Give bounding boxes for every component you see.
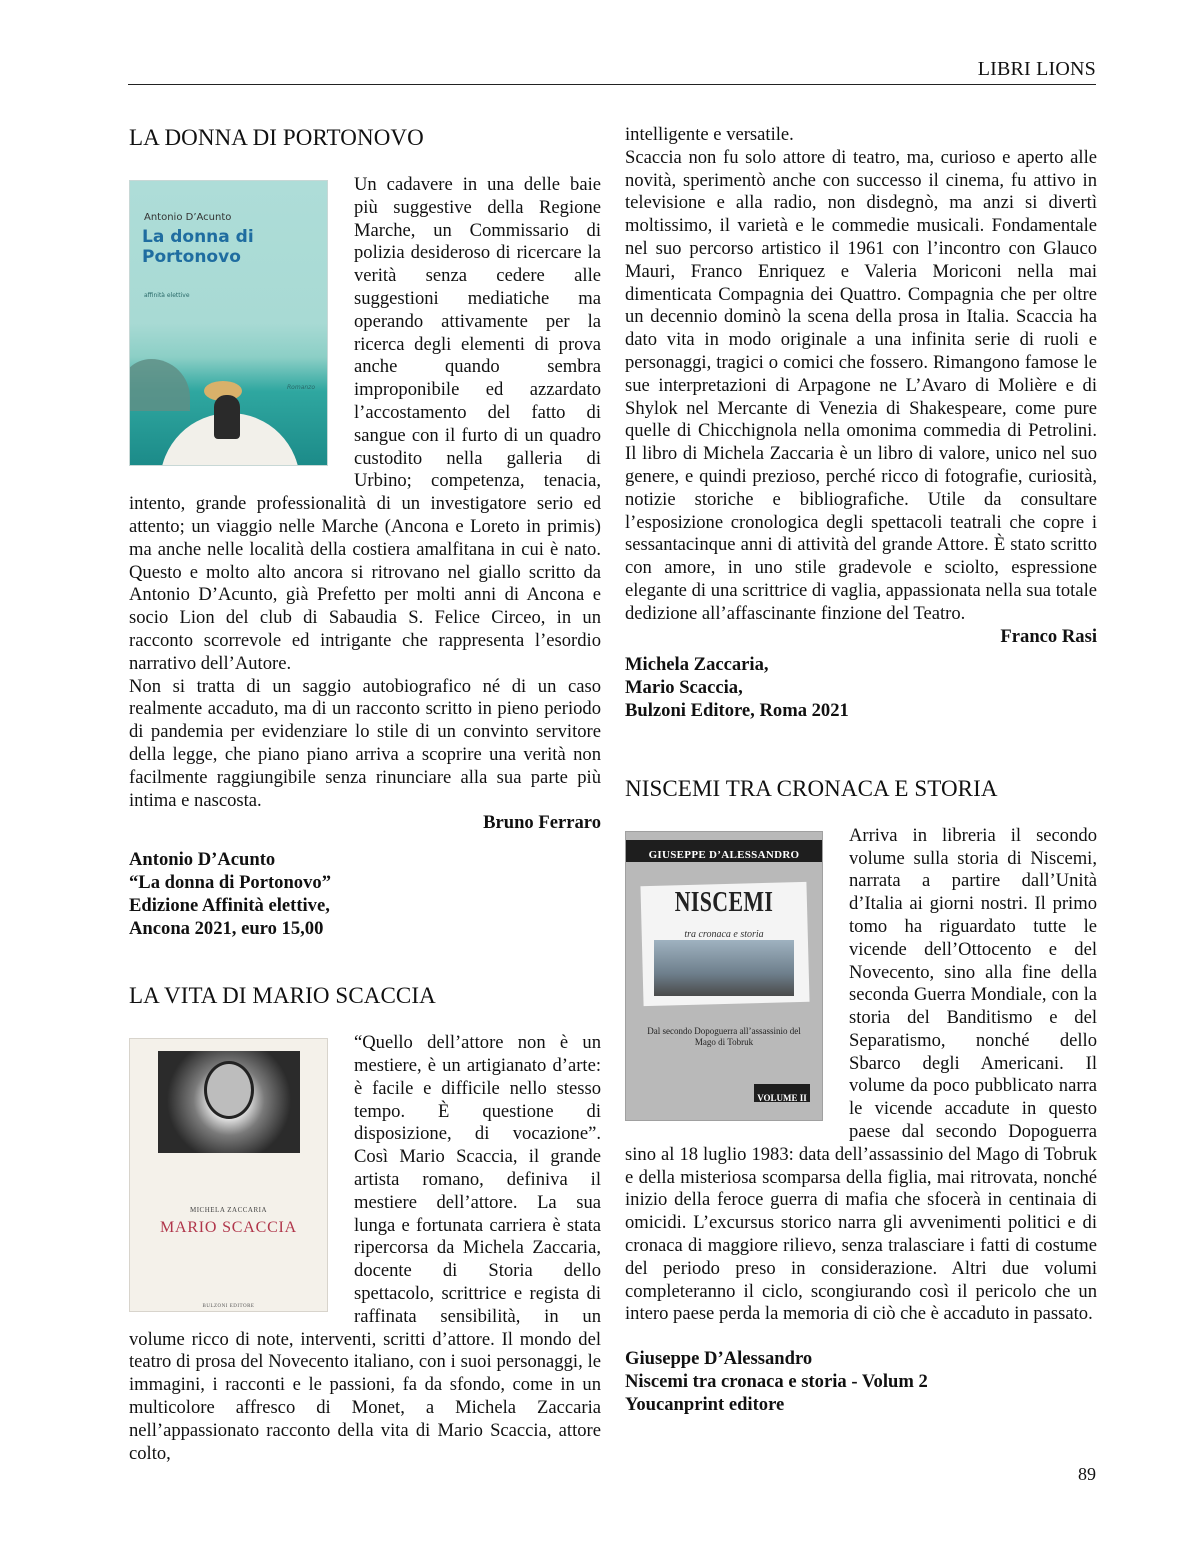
credit-line: Michela Zaccaria, bbox=[625, 654, 769, 676]
article1-paragraph-2: Non si tratta di un saggio autobiografico né di un caso realmente accaduto, ma di un racconto scritto in pieno periodo di pandemia per evidenziare lo stile di un convinto servitore della legge, che piano piano arriva a scoprire una verità non facilmente raggiungibile senza rinunciare alla sua parte più intima e nascosta. bbox=[129, 675, 601, 811]
article2-paragraph-continued: intelligente e versatile. bbox=[625, 124, 794, 145]
credit-line: Youcanprint editore bbox=[625, 1393, 785, 1415]
cover-publisher: BULZONI EDITORE bbox=[202, 1304, 255, 1310]
cover-cliff bbox=[129, 359, 190, 411]
credit-line: Antonio D’Acunto bbox=[129, 849, 276, 871]
article2-reviewer: Franco Rasi bbox=[1000, 625, 1097, 647]
book-cover-mario-scaccia bbox=[129, 1038, 328, 1312]
cover-portrait bbox=[204, 1061, 254, 1119]
credit-line: “La donna di Portonovo” bbox=[129, 871, 331, 893]
article1-title: LA DONNA DI PORTONOVO bbox=[129, 125, 424, 150]
cover-subtitle: tra cronaca e storia bbox=[684, 928, 764, 940]
article2-credits bbox=[625, 654, 1097, 722]
cover-publisher: affinità elettive bbox=[144, 292, 190, 299]
cover-title: MARIO SCACCIA bbox=[159, 1219, 298, 1237]
article2-paragraph-1: “Quello dell’attore non è un mestiere, è un artigianato d’arte: è facile e difficile nello stesso tempo. È questione di disposizione, di vocazione”. Così Mario Scaccia, il grande artista romano, definiva il mestiere dell’attore. La sua lunga e fortunata carriera è stata ripercorsa da Michela Zaccaria, docente di Storia dello spettacolo, scrittrice e regista di raffinata sensibilità, in un volume ricco di note, interventi, scritti d’attore. Il mondo del teatro di prosa del Novecento italiano, con i suoi personaggi, le immagini, i racconti e le passioni, fa da sfondo, come in un multicolore affresco di Monet, a Michela Zaccaria nell’appassionato racconto della vita di Mario Scaccia, attore colto, bbox=[129, 1032, 601, 1464]
article1-paragraph-1: Un cadavere in una delle baie più suggestive della Regione Marche, un Commissario di polizia desideroso di ricercare la verità senza cedere alle suggestioni mediatiche ma operando attivamente per la ricerca degli elementi di prova anche quando sembra improponibile ed azzardato l’accostamento del fatto di sangue con il furto di un quadro custodito nella galleria di Urbino; competenza, tenacia, intento, grande professionalità di un investigatore serio ed attento; un viaggio nelle Marche (Ancona e Loreto in primis) ma anche nelle località della costiera amalfitana in cui è nato. Questo e molto alto ancora si ritrovano nel giallo scritto da Antonio D’Acunto, già Prefetto per molti anni di Ancona e socio Lion del club di Sabaudia S. Felice Circeo, in un racconto scorrevole ed intrigante che rappresenta l’esordio narrativo dell’Autore. bbox=[129, 174, 601, 674]
header-divider bbox=[128, 84, 1096, 85]
article3-paragraph: Arriva in libreria il secondo volume sulla storia di Niscemi, narrata a partire dall’Unità d’Italia ai giorni nostri. Il primo tomo ha riguardato tutte le vicende dell’Ottocento e del Novecento, sino alla fine della seconda Guerra Mondiale, con la storia del Banditismo e del Separatismo, nonché dello Sbarco degli Americani. Il volume da poco pubblicato narra le vicende accadute in questo paese dal secondo Dopoguerra sino al 18 luglio 1983: data dell’assassinio del Mago di Tobruk e della misteriosa scomparsa della figlia, mai ritrovata, nonché inizio della feroce guerra di mafia che sfocerà in centinaia di omicidi. L’excursus storico narra gli avvenimenti politici e di cronaca di maggiore rilievo, senza tralasciare i fatti di costume del periodo preso in considerazione. Altri due volumi completeranno il ciclo, scongiurando così il pericolo che un intero paese perda la memoria di ciò che è accaduto in passato. bbox=[625, 824, 1097, 1325]
cover-author: Antonio D’Acunto bbox=[144, 212, 232, 223]
cover-volume-label: VOLUME II bbox=[757, 1092, 807, 1103]
credit-line: Mario Scaccia, bbox=[625, 677, 743, 699]
cover-title: La donna di Portonovo bbox=[142, 227, 254, 267]
article3-title: NISCEMI TRA CRONACA E STORIA bbox=[625, 775, 998, 801]
article1-reviewer: Bruno Ferraro bbox=[483, 812, 601, 834]
article2-title: LA VITA DI MARIO SCACCIA bbox=[129, 983, 436, 1009]
page-number: 89 bbox=[1078, 1464, 1096, 1484]
article3-credits bbox=[625, 1348, 1097, 1416]
book-cover-la-donna-di-portonovo bbox=[129, 180, 328, 466]
left-column bbox=[129, 124, 601, 1465]
cover-description: Dal secondo Dopoguerra all’assassinio del Mago di Tobruk bbox=[647, 1025, 801, 1047]
book-cover-niscemi bbox=[625, 831, 823, 1121]
cover-author: GIUSEPPE D’ALESSANDRO bbox=[648, 848, 800, 861]
article1-credits bbox=[129, 849, 601, 940]
credit-line: Niscemi tra cronaca e storia - Volum 2 bbox=[625, 1371, 928, 1393]
cover-genre: Romanzo bbox=[287, 384, 315, 391]
cover-title: NISCEMI bbox=[674, 886, 774, 918]
cover-photo bbox=[654, 940, 794, 996]
article2-paragraph-2: Scaccia non fu solo attore di teatro, ma, curioso e aperto alle novità, sperimentò anche con successo il cinema, fu attivo in televisione e alla radio, non disdegnò, ma anzi si divertì moltissimo, il varietà e le commedie musicali. Fondamentale nel suo percorso artistico il 1961 con l’incontro con Glauco Mauri, Franco Enriquez e Valeria Moriconi nella mai dimenticata Compagnia dei Quattro. Compagnia che per oltre un decennio dominò la scena della prosa in Italia. Scaccia ha dato vita in modo originale a una infinita serie di ruoli e personaggi, tragici o comici che fossero. Rimangono famose le sue interpretazioni di Arpagone ne L’Avaro di Molière e di Shylok nel Mercante di Venezia di Shakespeare, come pure quelle di Chicchignola nella omonima commedia di Petrolini. Il libro di Michela Zaccaria è un libro di valore, unico nel suo genere, e quindi prezioso, perché ricco di fotografie, curiosità, notizie storiche e bibliografiche. Utile da consultare l’esposizione cronologica degli spettacoli teatrali che copre i sessantacinque anni di attività del grande Attore. È stato scritto con amore, in uno stile gradevole e sciolto, espressione elegante di una scrittrice di vaglia, appassionata nella sua totale dedizione all’affascinante finzione del Teatro. bbox=[625, 146, 1097, 624]
credit-line: Ancona 2021, euro 15,00 bbox=[129, 917, 324, 939]
credit-line: Edizione Affinità elettive, bbox=[129, 894, 330, 916]
cover-author: MICHELA ZACCARIA bbox=[189, 1206, 268, 1215]
cover-woman bbox=[214, 395, 240, 439]
running-header: LIBRI LIONS bbox=[977, 58, 1096, 80]
credit-line: Bulzoni Editore, Roma 2021 bbox=[625, 699, 849, 721]
right-column bbox=[625, 124, 1097, 1417]
credit-line: Giuseppe D’Alessandro bbox=[625, 1348, 813, 1370]
